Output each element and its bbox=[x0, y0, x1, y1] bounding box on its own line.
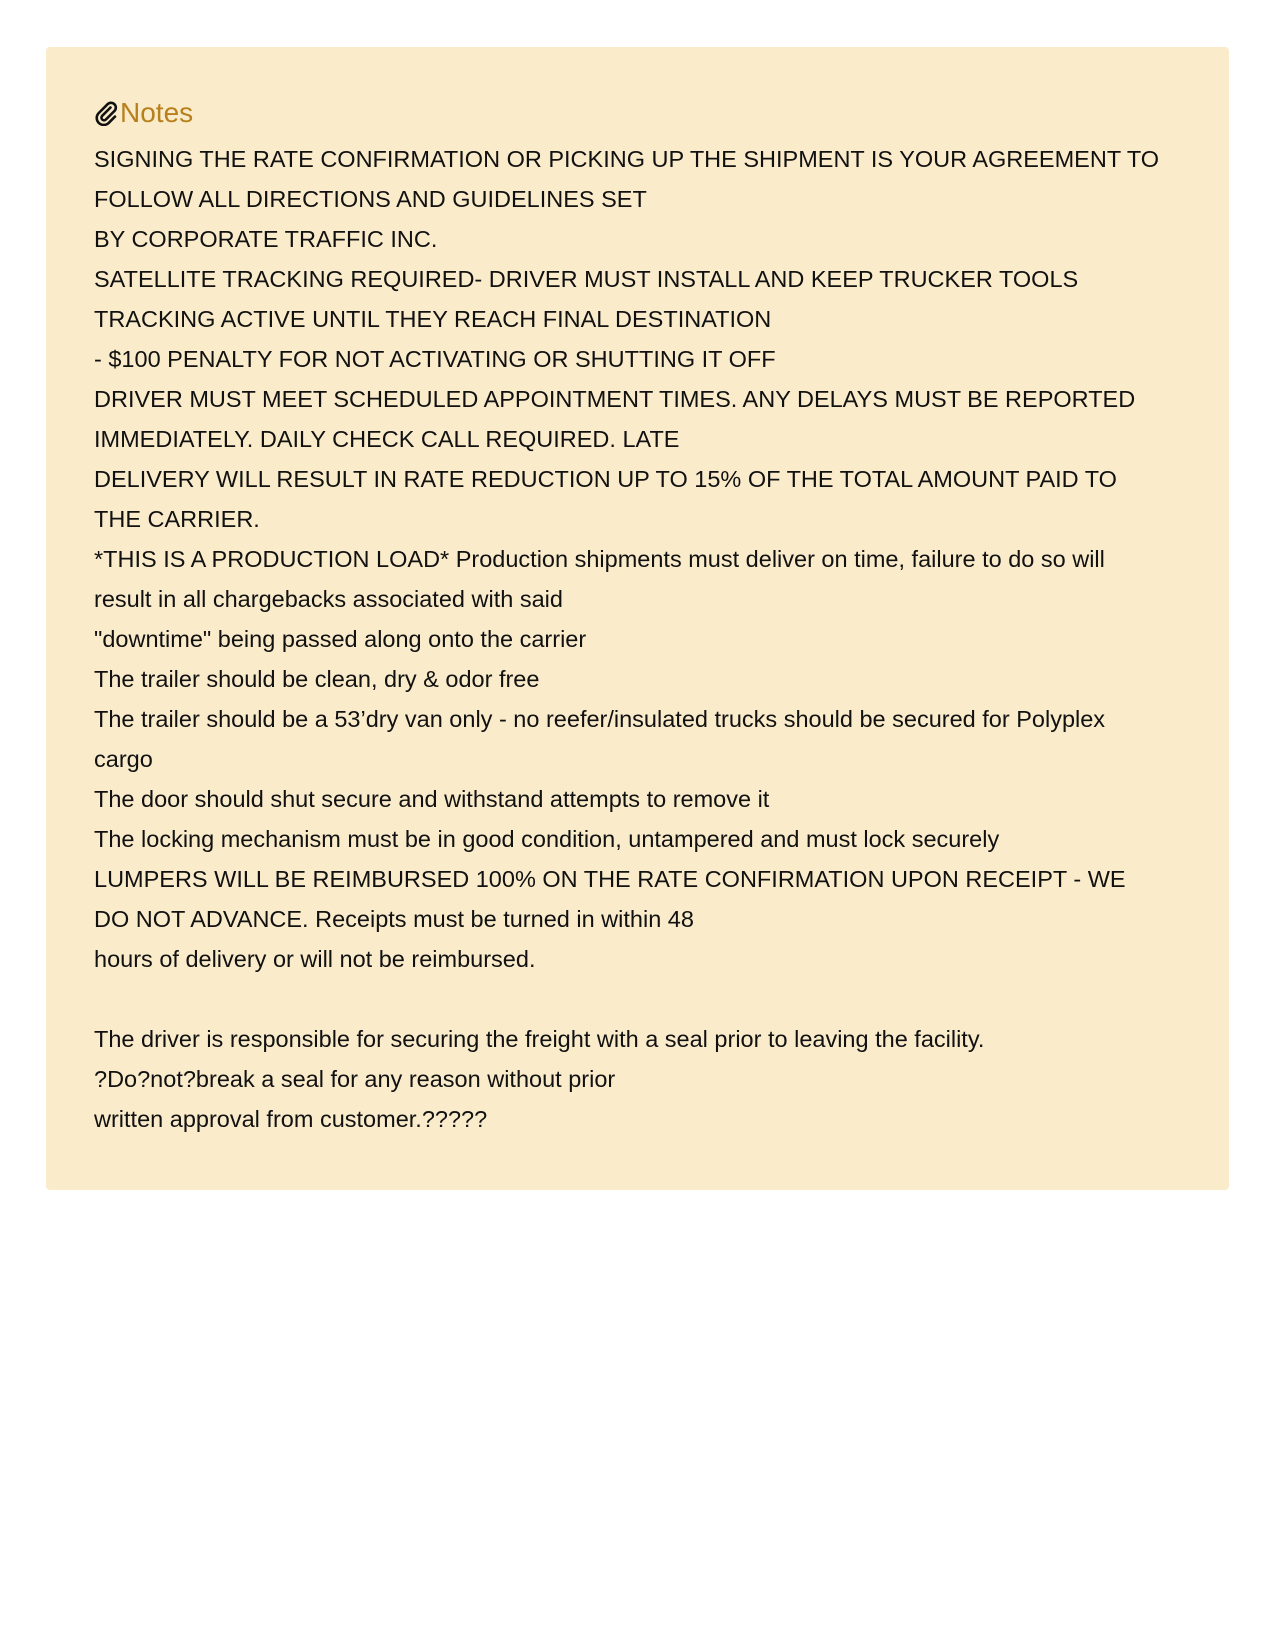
note-line: TRACKING ACTIVE UNTIL THEY REACH FINAL DESTINATION bbox=[94, 306, 772, 332]
note-line: DO NOT ADVANCE. Receipts must be turned in within 48 bbox=[94, 906, 694, 932]
note-line: cargo bbox=[94, 746, 153, 772]
note-line: The trailer should be clean, dry & odor free bbox=[94, 666, 540, 692]
note-line: DRIVER MUST MEET SCHEDULED APPOINTMENT TIMES. ANY DELAYS MUST BE REPORTED bbox=[94, 386, 1136, 412]
paperclip-icon bbox=[94, 100, 118, 126]
note-line: The locking mechanism must be in good condition, untampered and must lock securely bbox=[94, 826, 1000, 852]
note-line: result in all chargebacks associated with said bbox=[94, 586, 563, 612]
note-line: THE CARRIER. bbox=[94, 506, 260, 532]
note-line: written approval from customer.????? bbox=[94, 1106, 488, 1132]
note-line: FOLLOW ALL DIRECTIONS AND GUIDELINES SET bbox=[94, 186, 647, 212]
note-line: The door should shut secure and withstand attempts to remove it bbox=[94, 786, 770, 812]
note-line: - $100 PENALTY FOR NOT ACTIVATING OR SHUTTING IT OFF bbox=[94, 346, 776, 372]
note-line: The driver is responsible for securing the freight with a seal prior to leaving the facility. bbox=[94, 1026, 985, 1052]
notes-header bbox=[94, 97, 1189, 129]
note-line: SIGNING THE RATE CONFIRMATION OR PICKING UP THE SHIPMENT IS YOUR AGREEMENT TO bbox=[94, 146, 1160, 172]
note-line: IMMEDIATELY. DAILY CHECK CALL REQUIRED. LATE bbox=[94, 426, 680, 452]
notes-title: Notes bbox=[120, 97, 194, 128]
note-line: BY CORPORATE TRAFFIC INC. bbox=[94, 226, 438, 252]
note-line: The trailer should be a 53’dry van only - no reefer/insulated trucks should be secured for Polyplex bbox=[94, 706, 1106, 732]
note-line: SATELLITE TRACKING REQUIRED- DRIVER MUST INSTALL AND KEEP TRUCKER TOOLS bbox=[94, 266, 1079, 292]
notes-body bbox=[94, 139, 1189, 1139]
notes-panel bbox=[46, 47, 1229, 1190]
note-line: LUMPERS WILL BE REIMBURSED 100% ON THE RATE CONFIRMATION UPON RECEIPT - WE bbox=[94, 866, 1126, 892]
note-line: ?Do?not?break a seal for any reason without prior bbox=[94, 1066, 616, 1092]
note-blank-line bbox=[94, 979, 1189, 1019]
note-line: "downtime" being passed along onto the carrier bbox=[94, 626, 587, 652]
note-line: *THIS IS A PRODUCTION LOAD* Production shipments must deliver on time, failure to do so will bbox=[94, 546, 1105, 572]
note-line: hours of delivery or will not be reimbursed. bbox=[94, 946, 536, 972]
note-line: DELIVERY WILL RESULT IN RATE REDUCTION UP TO 15% OF THE TOTAL AMOUNT PAID TO bbox=[94, 466, 1117, 492]
